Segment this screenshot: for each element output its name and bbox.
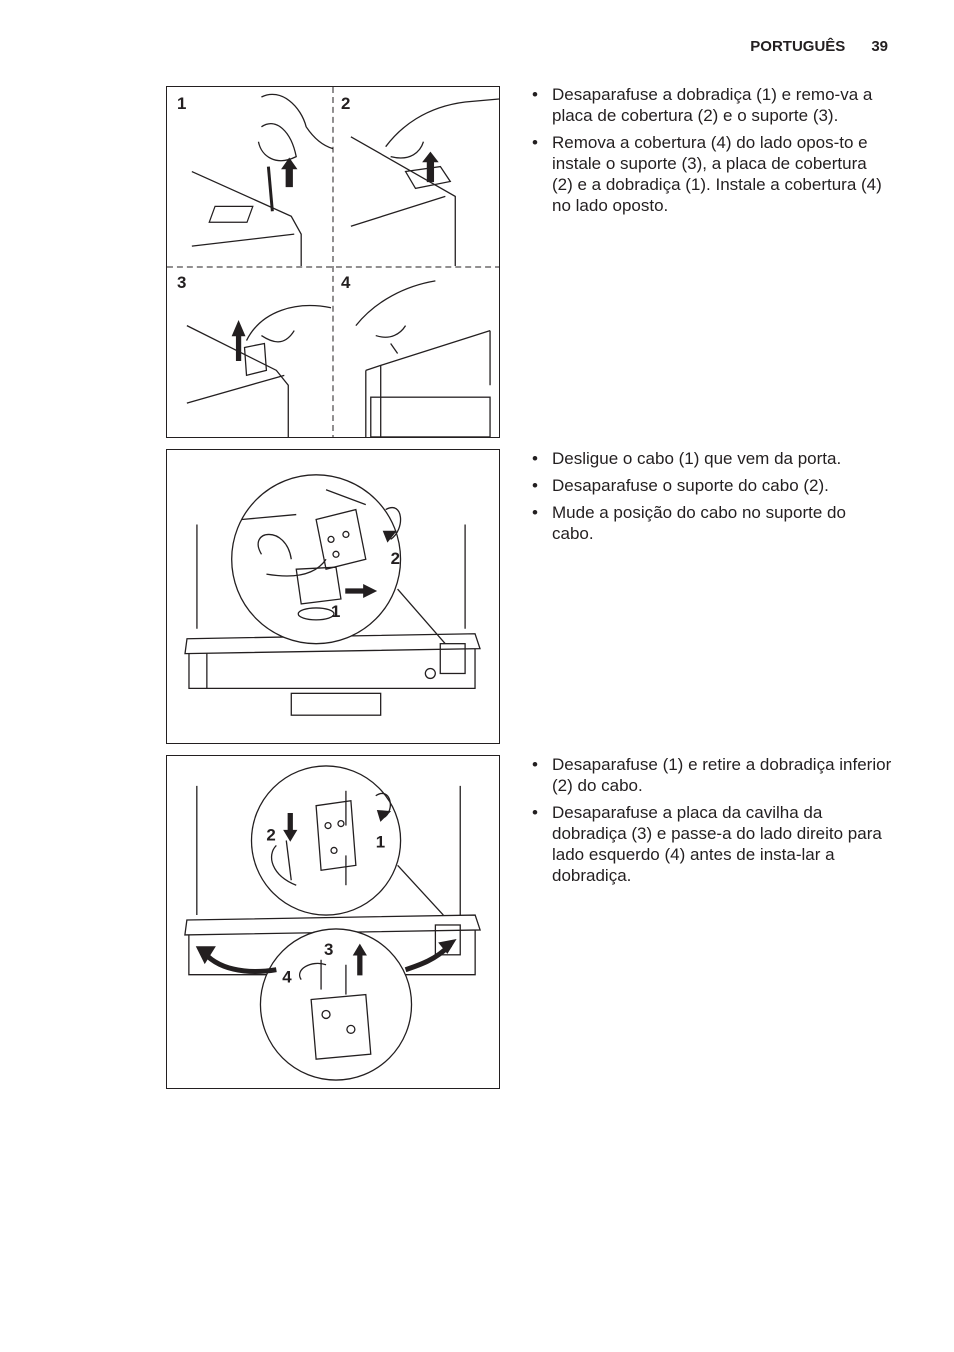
instruction-item: • Desligue o cabo (1) que vem da porta. [532,448,892,469]
instruction-item: • Remova a cobertura (4) do lado opos-to e instale o suporte (3), a placa de cobertura (2) e a dobradiça (1). Instale a cobertura (4) no lado oposto. [532,132,892,216]
instruction-item: • Desaparafuse (1) e retire a dobradiça inferior (2) do cabo. [532,754,892,796]
step-label-4: 4 [340,272,351,292]
page-number: 39 [871,38,888,55]
lower-hinge-illustration [167,756,499,1088]
instructions-list-2 [532,448,892,550]
callout-label-3: 3 [324,939,334,959]
instructions-list-1 [532,84,892,222]
instruction-item: • Desaparafuse a dobradiça (1) e remo-va a placa de cobertura (2) e o suporte (3). [532,84,892,126]
callout-label-1: 1 [375,832,386,852]
instructions-list-3 [532,754,892,892]
callout-label-4: 4 [282,967,292,987]
figure-lower-hinge [166,755,500,1089]
step-label-2: 2 [340,93,351,113]
callout-label-2: 2 [266,825,276,845]
instruction-item: • Mude a posição do cabo no suporte do cabo. [532,502,892,544]
instruction-item: • Desaparafuse o suporte do cabo (2). [532,475,892,496]
cable-support-illustration [167,450,499,743]
language-label: PORTUGUÊS [750,38,846,55]
page-header [750,38,888,55]
step-label-3: 3 [176,272,187,292]
callout-label-1: 1 [331,601,341,621]
instruction-item: • Desaparafuse a placa da cavilha da dobradiça (3) e passe-a do lado direito para lado esquerdo (4) antes de insta-lar a dobradiça. [532,802,892,886]
figure-hinge-removal [166,86,500,438]
callout-label-2: 2 [390,549,400,569]
figure-cable-support [166,449,500,744]
hinge-removal-illustration [167,87,499,437]
step-label-1: 1 [176,93,187,113]
